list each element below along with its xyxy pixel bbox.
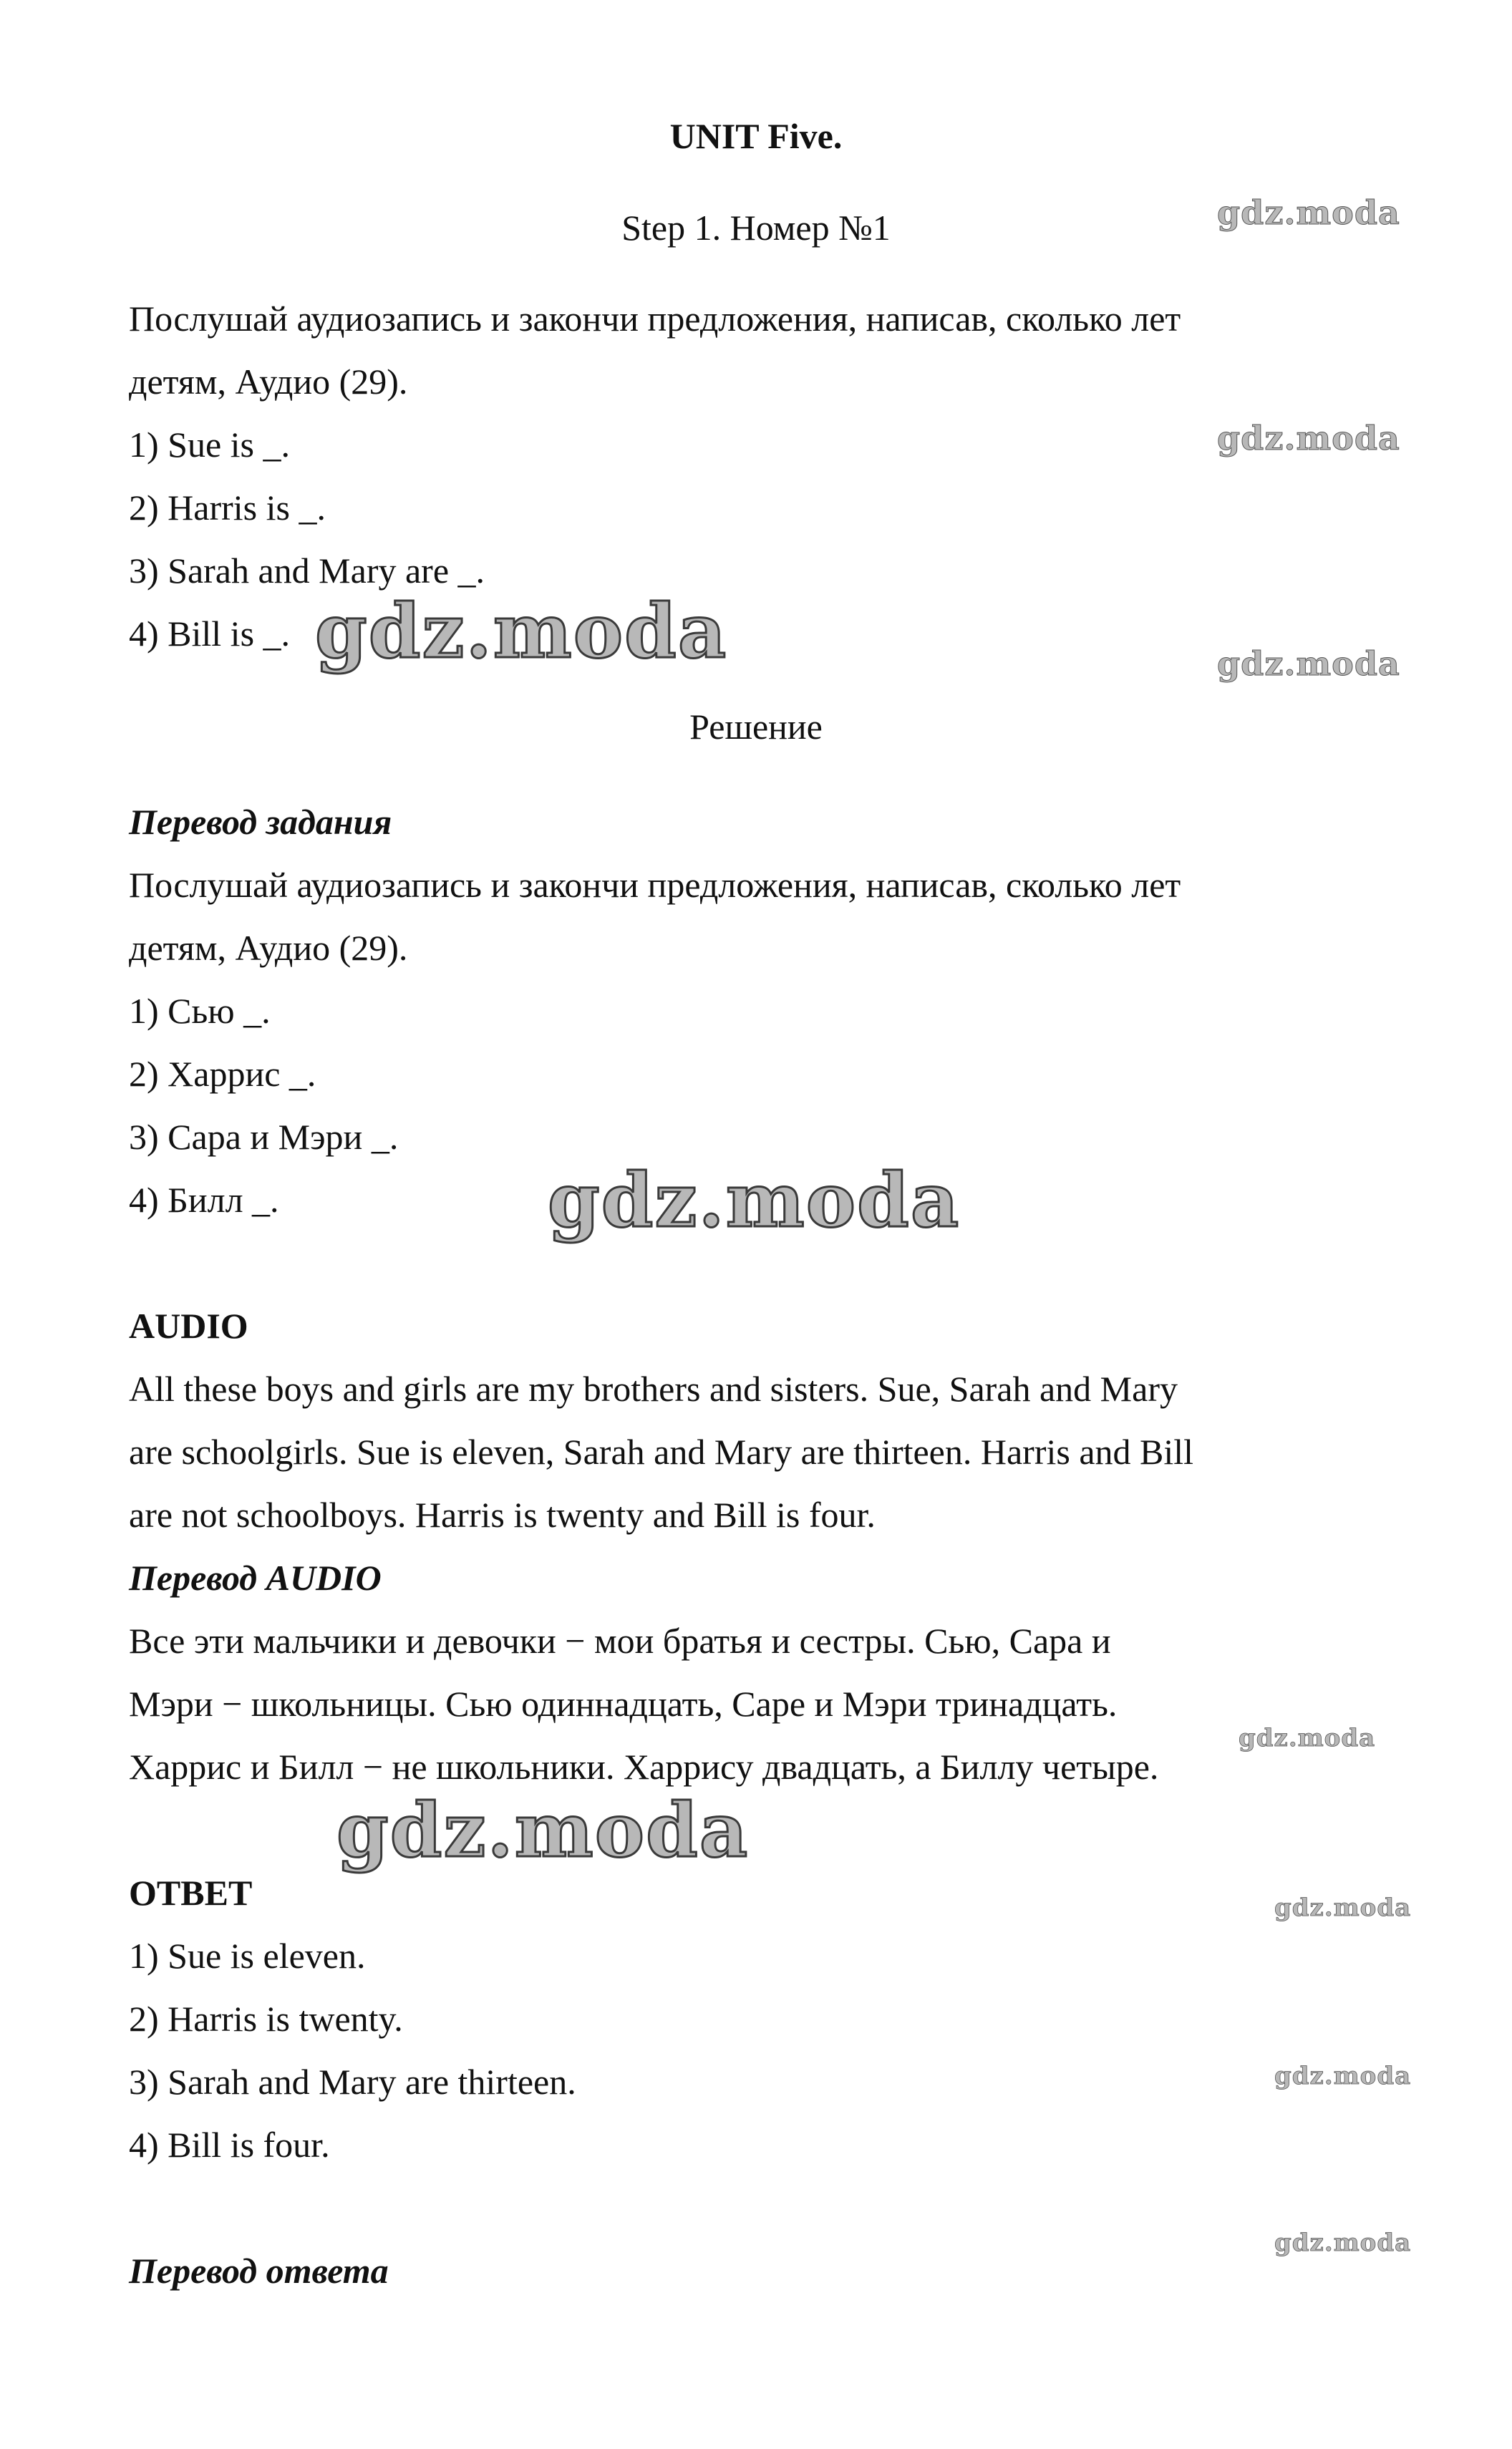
watermark-logo: gdz.moda	[1217, 193, 1400, 232]
task-item: 4) Bill is _.	[129, 614, 291, 654]
translation-text-line-2: детям, Аудио (29).	[129, 928, 408, 968]
translation-heading: Перевод задания	[129, 802, 392, 842]
audio-translation-line: Мэри − школьницы. Сью одиннадцать, Саре и Мэри тринадцать.	[129, 1684, 1118, 1724]
audio-line: are not schoolboys. Harris is twenty and Bill is four.	[129, 1495, 876, 1535]
task-text-line-1: Послушай аудиозапись и закончи предложения, написав, сколько лет	[129, 299, 1181, 339]
answer-item: 2) Harris is twenty.	[129, 1999, 403, 2039]
watermark-logo: gdz.moda	[336, 1786, 750, 1874]
translation-text-line-1: Послушай аудиозапись и закончи предложения, написав, сколько лет	[129, 865, 1181, 905]
answer-translation-heading: Перевод ответа	[129, 2251, 389, 2291]
audio-translation-line: Все эти мальчики и девочки − мои братья и сестры. Сью, Сара и	[129, 1621, 1111, 1661]
task-item: 1) Sue is _.	[129, 425, 290, 465]
translation-item: 1) Сью _.	[129, 991, 271, 1031]
translation-item: 3) Сара и Мэри _.	[129, 1117, 399, 1157]
answer-item: 4) Bill is four.	[129, 2125, 330, 2165]
translation-item: 2) Харрис _.	[129, 1054, 316, 1094]
audio-heading: AUDIO	[129, 1306, 248, 1346]
task-item: 2) Harris is _.	[129, 488, 326, 528]
task-text-line-2: детям, Аудио (29).	[129, 362, 408, 402]
audio-translation-line: Харрис и Билл − не школьники. Харрису двадцать, а Биллу четыре.	[129, 1747, 1159, 1787]
solution-heading: Решение	[689, 707, 823, 747]
answer-item: 3) Sarah and Mary are thirteen.	[129, 2062, 576, 2102]
watermark-logo: gdz.moda	[1239, 1724, 1376, 1752]
watermark-logo: gdz.moda	[1274, 1893, 1412, 1922]
page-title: UNIT Five.	[669, 116, 843, 156]
watermark-logo: gdz.moda	[548, 1156, 961, 1244]
audio-translation-heading: Перевод AUDIO	[129, 1558, 382, 1598]
translation-item: 4) Билл _.	[129, 1180, 279, 1220]
watermark-logo: gdz.moda	[1217, 644, 1400, 683]
watermark-logo: gdz.moda	[315, 587, 728, 675]
watermark-logo: gdz.moda	[1217, 419, 1400, 457]
audio-line: are schoolgirls. Sue is eleven, Sarah and Mary are thirteen. Harris and Bill	[129, 1432, 1194, 1472]
answer-item: 1) Sue is eleven.	[129, 1936, 366, 1976]
answer-heading: ОТВЕТ	[129, 1873, 253, 1913]
audio-line: All these boys and girls are my brothers and sisters. Sue, Sarah and Mary	[129, 1369, 1178, 1409]
watermark-logo: gdz.moda	[1274, 2229, 1412, 2257]
step-label: Step 1. Номер №1	[621, 208, 891, 248]
task-item: 3) Sarah and Mary are _.	[129, 551, 485, 591]
watermark-logo: gdz.moda	[1274, 2062, 1412, 2090]
